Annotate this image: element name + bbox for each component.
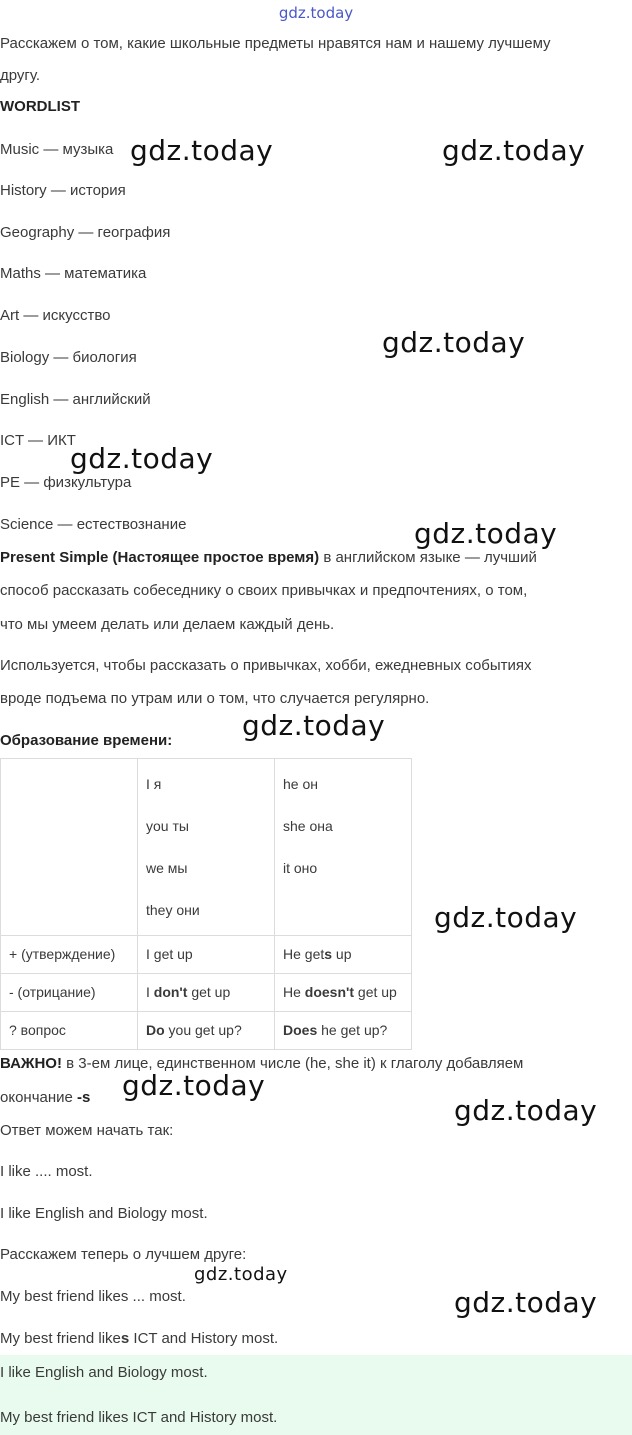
cell-text: I xyxy=(146,984,154,1000)
important-text: окончание xyxy=(0,1089,78,1106)
watermark: gdz.today xyxy=(70,442,214,475)
cell-text: I get up xyxy=(146,946,193,962)
friend-intro: Расскажем теперь о лучшем друге: xyxy=(0,1246,247,1263)
present-simple-desc-line-3: что мы умеем делать или делаем каждый день. xyxy=(0,616,335,633)
cell-text: he get up? xyxy=(317,1022,388,1038)
important-note-line-2 xyxy=(0,1088,90,1108)
wordlist-item: Maths — математика xyxy=(0,265,147,282)
pronoun: it оно xyxy=(283,860,318,876)
example-answer xyxy=(0,1329,278,1349)
pronoun: we мы xyxy=(146,860,188,876)
pronoun: she она xyxy=(283,818,333,834)
watermark: gdz.today xyxy=(242,709,386,742)
ending-s: -s xyxy=(77,1089,91,1106)
pronoun: he он xyxy=(283,776,318,792)
watermark: gdz.today xyxy=(122,1069,266,1102)
pronoun: I я xyxy=(146,776,162,792)
row-label: + (утверждение) xyxy=(1,936,138,974)
pronoun: you ты xyxy=(146,818,189,834)
cell-bold: don't xyxy=(153,984,188,1000)
cell-text: He get xyxy=(283,946,325,962)
present-simple-desc-line-2: способ рассказать собеседнику о своих привычках и предпочтениях, о том, xyxy=(0,582,528,599)
pronouns-singular-plural xyxy=(138,759,275,936)
formation-heading: Образование времени: xyxy=(0,732,173,749)
example-template: I like .... most. xyxy=(0,1163,93,1180)
intro-line-2: другу. xyxy=(0,67,41,84)
row-label: ? вопрос xyxy=(1,1012,138,1050)
answer-text: My best friend like xyxy=(0,1330,121,1347)
intro-line-1: Расскажем о том, какие школьные предметы нравятся нам и нашему лучшему xyxy=(0,35,551,52)
wordlist-heading: WORDLIST xyxy=(0,98,80,115)
watermark: gdz.today xyxy=(434,901,578,934)
watermark: gdz.today xyxy=(130,134,274,167)
wordlist-item: Biology — биология xyxy=(0,349,137,366)
table-cell-empty xyxy=(1,759,138,936)
watermark: gdz.today xyxy=(442,134,586,167)
answer-bold: s xyxy=(120,1330,130,1347)
wordlist-item: Art — искусство xyxy=(0,307,111,324)
answer-box xyxy=(0,1355,632,1435)
watermark: gdz.today xyxy=(382,326,526,359)
final-answer-line-2: My best friend likes ICT and History most. xyxy=(0,1409,278,1426)
usage-line-1: Используется, чтобы рассказать о привычках, хобби, ежедневных событиях xyxy=(0,657,532,674)
cell-text: you get up? xyxy=(164,1022,242,1038)
pronoun: they они xyxy=(146,902,200,918)
table-row xyxy=(1,936,412,974)
cell-text: get up xyxy=(187,984,231,1000)
final-answer-line-1: I like English and Biology most. xyxy=(0,1364,208,1381)
present-simple-desc-line-1 xyxy=(0,548,537,568)
grammar-table xyxy=(0,758,412,1050)
watermark: gdz.today xyxy=(454,1286,598,1319)
cell-text: up xyxy=(332,946,352,962)
pronouns-third-person xyxy=(275,759,412,936)
example-answer: I like English and Biology most. xyxy=(0,1205,208,1222)
important-text: в 3-ем лице, единственном числе (he, she it) к глаголу добавляем xyxy=(61,1055,524,1072)
present-simple-term: Present Simple (Настоящее простое время) xyxy=(0,549,320,566)
table-row xyxy=(1,1012,412,1050)
example-template: My best friend likes ... most. xyxy=(0,1288,186,1305)
answer-intro: Ответ можем начать так: xyxy=(0,1122,174,1139)
watermark: gdz.today xyxy=(194,1264,288,1285)
answer-text: ICT and History most. xyxy=(129,1330,279,1347)
cell-text: He xyxy=(283,984,305,1000)
watermark: gdz.today xyxy=(454,1094,598,1127)
form-cell xyxy=(275,1012,412,1050)
form-cell xyxy=(138,936,275,974)
site-logo[interactable]: gdz.today xyxy=(278,4,354,22)
table-row xyxy=(1,974,412,1012)
form-cell xyxy=(138,1012,275,1050)
form-cell xyxy=(275,936,412,974)
row-label: - (отрицание) xyxy=(1,974,138,1012)
present-simple-desc-rest: в английском языке — лучший xyxy=(319,549,537,566)
usage-line-2: вроде подъема по утрам или о том, что случается регулярно. xyxy=(0,690,430,707)
important-label: ВАЖНО! xyxy=(0,1055,62,1072)
wordlist-item: Science — естествознание xyxy=(0,516,187,533)
wordlist-item: History — история xyxy=(0,182,126,199)
form-cell xyxy=(275,974,412,1012)
table-row xyxy=(1,759,412,936)
cell-bold: s xyxy=(324,946,333,962)
wordlist-item: ICT — ИКТ xyxy=(0,432,76,449)
wordlist-item: Music — музыка xyxy=(0,141,114,158)
wordlist-item: PE — физкультура xyxy=(0,474,132,491)
cell-text: get up xyxy=(354,984,397,1000)
cell-bold: Does xyxy=(283,1022,318,1038)
cell-bold: Do xyxy=(146,1022,165,1038)
cell-bold: doesn't xyxy=(304,984,355,1000)
wordlist-item: Geography — география xyxy=(0,224,171,241)
watermark: gdz.today xyxy=(414,517,558,550)
form-cell xyxy=(138,974,275,1012)
wordlist-item: English — английский xyxy=(0,391,151,408)
